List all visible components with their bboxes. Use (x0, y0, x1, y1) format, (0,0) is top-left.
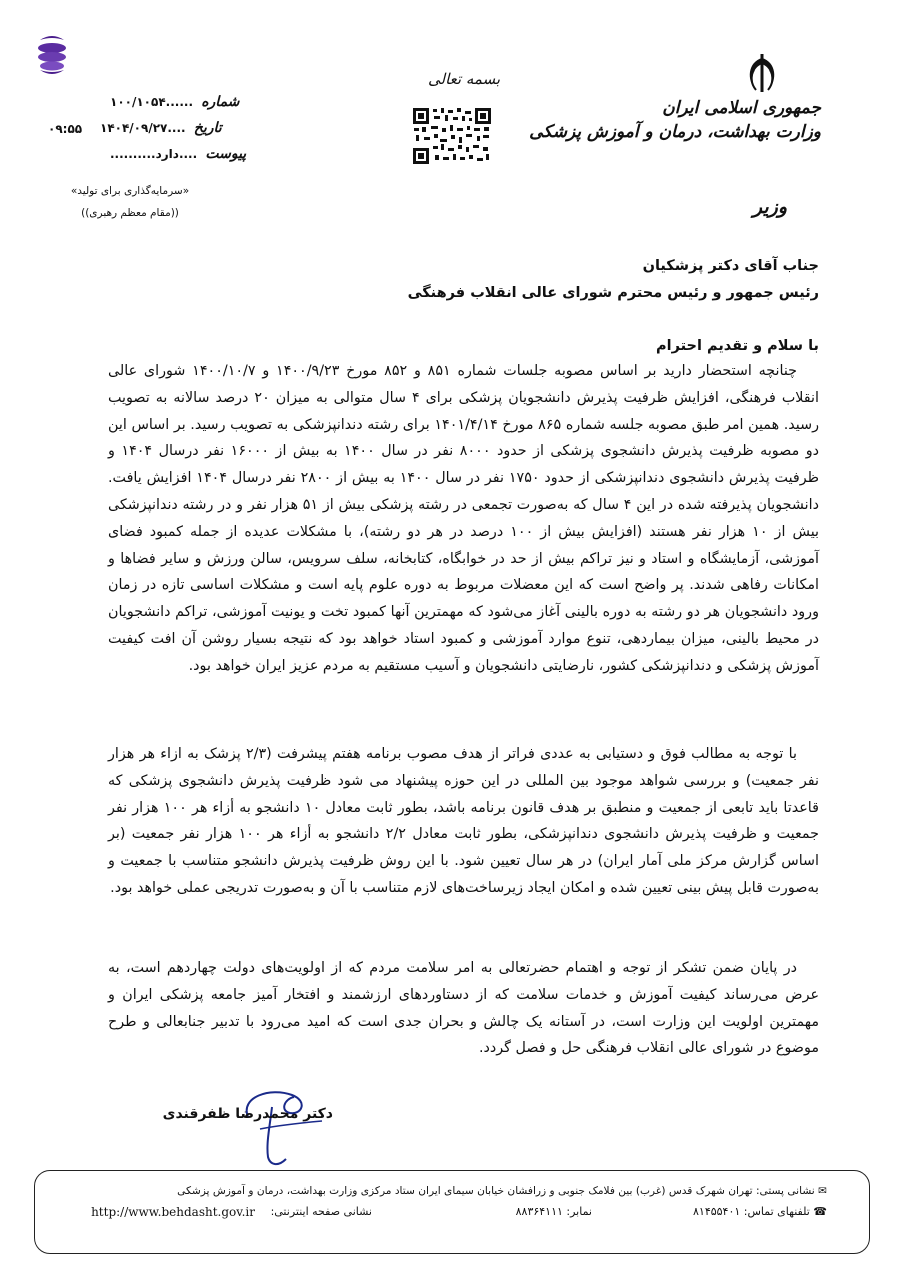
letter-time: ۰۹:۵۵ (48, 122, 83, 136)
corner-logo-icon (34, 30, 70, 78)
paragraph-text: در پایان ضمن تشکر از توجه و اهتمام حضرتعالی به امر سلامت مردم که از اولویت‌های دولت چهاردهم است، به عرض می‌رساند کیفیت آموزش و خدمات سلامت که از دستاوردهای ارزشمند و افتخار آمیز جامعه پزشکی ایران و مهمترین اولویت این وزارت است، در آستانه یک چالش و بحران جدی است که امید می‌رود با تدبیر جنابعالی و طرح موضوع در شورای عالی انقلاب فرهنگی حل و فصل گردد. (108, 960, 819, 1057)
paragraph-text: چنانچه استحضار دارید بر اساس مصوبه جلسات شماره ۸۵۱ و ۸۵۲ مورخ ۱۴۰۰/۹/۲۳ و ۱۴۰۰/۱۰/۷ شورای عالی انقلاب فرهنگی، افزایش ظرفیت پذیرش دانشجویان پزشکی برای ۴ سال متوالی به میزان ۲۰ درصد سالانه به تصویب رسید. همین امر طبق مصوبه جلسه شماره ۸۶۵ مورخ ۱۴۰۱/۴/۱۴ برای رشته دندانپزشکی به تصویب رسید. بر اساس این دو مصوبه ظرفیت پذیرش دانشجوی پزشکی از حدود ۸۰۰۰ نفر در سال ۱۴۰۰ به بیش از ۱۶۰۰۰ نفر درسال ۱۴۰۴ و ظرفیت پذیرش دانشجوی دندانپزشکی از حدود ۱۷۵۰ نفر در سال ۱۴۰۰ به بیش از ۲۸۰۰ نفر درسال ۱۴۰۴ افزایش یافت. دانشجویان پذیرفته شده در این ۴ سال که به‌صورت تجمعی در رشته پزشکی بیش از ۵۱ هزار نفر و در رشته دندانپزشکی بیش از ۱۰ هزار نفر هستند (افزایش بیش از ۱۰۰ درصد در هر دو رشته)، با مشکلات عدیده از جمله کمبود فضای آموزشی، آزمایشگاه و استاد و نیز تراکم بیش از حد در خوابگاه، کتابخانه، سلف سرویس، سالن ورزش و سایر فضاها و امکانات رفاهی شدند. پر واضح است که این معضلات مربوط به دوره علوم پایه است و مشکلات اساسی تازه در زمان ورود دانشجویان هر دو رشته به دوره بالینی آغاز می‌شود که مهمترین آنها کمبود تخت و یونیت آموزشی، تراکم دانشجویان در محیط بالینی، میزان بیماردهی، تنوع موارد آموزشی و کمبود استاد خواهد بود که نتیجه بسیار روشن آن افت کیفیت آموزش پزشکی و دندانپزشکی کشور، نارضایتی دانشجویان و آسیب مستقیم به مردم عزیز ایران خواهد بود. (108, 363, 819, 674)
bismillah-heading: بسمه تعالی (428, 70, 501, 88)
ministry-name (529, 96, 821, 144)
envelope-icon: ✉ (818, 1185, 827, 1197)
letter-date-value: ۱۴۰۴/۰۹/۲۷ (100, 121, 168, 135)
slogan-source: ((مقام معظم رهبری)) (81, 207, 179, 219)
letter-number-value: ۱۰۰/۱۰۵۴ (110, 95, 166, 109)
iran-emblem-icon (744, 52, 780, 94)
footer-phone (693, 1205, 827, 1218)
recipient-title: رئیس جمهور و رئیس محترم شورای عالی انقلاب فرهنگی (407, 285, 819, 301)
footer-website-link[interactable]: http://www.behdasht.gov.ir (91, 1205, 255, 1219)
letter-date: تاریخ ....۱۴۰۴/۰۹/۲۷ (100, 120, 222, 136)
letter-greeting: با سلام و تقدیم احترام (655, 338, 819, 354)
letter-paragraph-1 (108, 358, 819, 680)
footer-address (177, 1185, 827, 1197)
letter-attachment: پیوست ....دارد.......... (110, 146, 247, 162)
letter-attachment-label: پیوست (205, 146, 247, 162)
paragraph-text: با توجه به مطالب فوق و دستیابی به عددی فراتر از هدف مصوب برنامه هفتم پیشرفت (۲/۳ پزشک به ازاء هر هزار نفر جمعیت) و بررسی شواهد موجود بین المللی در این حوزه پیشنهاد می شود ظرفیت پذیرش دانشجوی پزشکی که قاعدتا باید تابعی از جمعیت و منطبق بر هدف قانون برنامه باشد، بطور ثابت معادل ۱۰ دانشجو به أزاء هر ۱۰۰ هزار نفر جمعیت و ظرفیت پذیرش دانشجوی دندانپزشکی، بطور ثابت معادل ۲/۲ دانشجو به أزاء هر ۱۰۰ هزار نفر جمعیت (بر اساس گزارش مرکز ملی آمار ایران) در هر سال تعیین شود. با این روش ظرفیت پذیرش دانشجو متناسب با جمعیت و به‌صورت قابل پیش بینی تعیین شده و امکان ایجاد زیرساخت‌های لازم متناسب با آن و به‌صورت تدریجی عملی خواهد بود. (108, 746, 819, 896)
slogan-text: «سرمایه‌گذاری برای تولید» (70, 185, 190, 197)
footer-phone-text: تلفنهای تماس: ۸۱۴۵۵۴۰۱ (693, 1205, 810, 1218)
signatory-name: دکتر محمدرضا ظفرقندی (162, 1106, 333, 1122)
ministry-line-2: وزارت بهداشت، درمان و آموزش پزشکی (529, 122, 821, 142)
recipient-name: جناب آقای دکتر پزشکیان (642, 258, 819, 274)
footer-contacts (67, 1205, 827, 1223)
phone-icon: ☎ (813, 1205, 827, 1218)
footer-website-label: نشانی صفحه اینترنتی: (270, 1205, 372, 1218)
ministry-line-1: جمهوری اسلامی ایران (662, 98, 821, 118)
office-title: وزیر (752, 196, 787, 218)
letter-number-label: شماره (201, 94, 240, 110)
footer-fax: نمابر: ۸۸۳۶۴۱۱۱ (515, 1205, 592, 1218)
letter-number: شماره ......۱۰۰/۱۰۵۴ (110, 94, 240, 110)
footer-address-text: نشانی پستی: تهران شهرک قدس (غرب) بین فلامک جنوبی و زرافشان خیابان سیمای ایران ستاد مرکزی وزارت بهداشت، درمان و آموزش پزشکی (177, 1185, 815, 1197)
handwritten-signature-icon (230, 1085, 330, 1170)
letter-attachment-value: دارد (155, 147, 179, 161)
letter-paragraph-2 (108, 741, 819, 902)
letter-date-label: تاریخ (193, 120, 222, 136)
slogan (60, 180, 200, 224)
letter-paragraph-3 (108, 955, 819, 1062)
qr-code-icon (411, 106, 493, 166)
